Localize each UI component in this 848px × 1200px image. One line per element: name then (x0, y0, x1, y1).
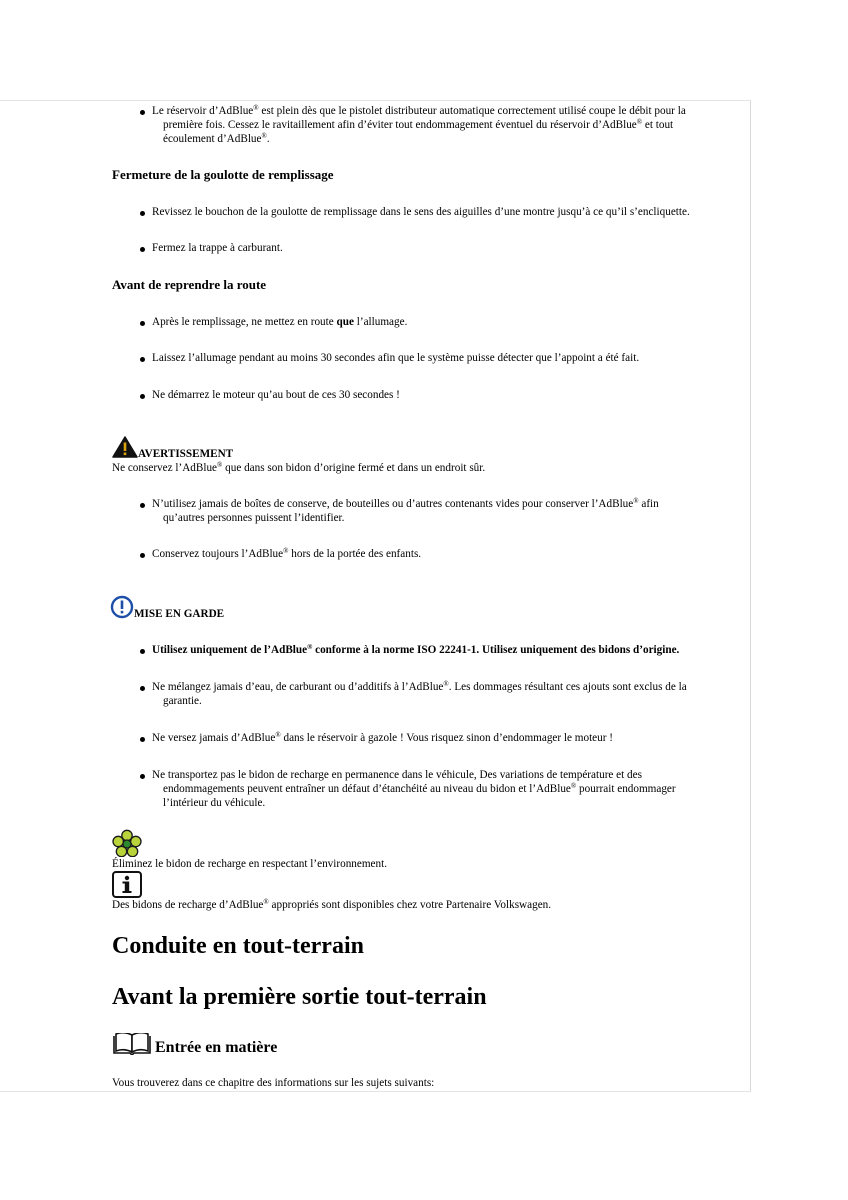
bullet (140, 321, 145, 326)
warning-icon (112, 436, 138, 458)
section-intro-text: Vous trouverez dans ce chapitre des informations sur les sujets suivants: (112, 1077, 435, 1089)
info-text: Des bidons de recharge d’AdBlue® appropriés sont disponibles chez votre Partenaire Volkswagen. (112, 898, 552, 911)
avant-route-item-3: Ne démarrez le moteur qu’au bout de ces 30 secondes ! (152, 389, 400, 401)
bullet (140, 649, 145, 654)
bullet (140, 110, 145, 115)
avant-route-item-1: Après le remplissage, ne mettez en route que l’allumage. (152, 316, 408, 328)
environment-text: Éliminez le bidon de recharge en respectant l’environnement. (112, 858, 388, 870)
mise-en-garde-item-3: Ne versez jamais d’AdBlue® dans le réservoir à gazole ! Vous risquez sinon d’endommager le moteur ! (152, 731, 613, 744)
avant-route-item-2: Laissez l’allumage pendant au moins 30 secondes afin que le système puisse détecter que l’appoint a été fait. (152, 352, 640, 364)
book-icon (112, 1033, 152, 1055)
bullet (140, 686, 145, 691)
mise-en-garde-item-4-line-3: l’intérieur du véhicule. (163, 797, 266, 809)
intro-line-2: première fois. Cessez le ravitaillement afin d’éviter tout endommagement éventuel du réservoir d’AdBlue® et tout (163, 118, 674, 131)
bullet (140, 211, 145, 216)
caution-icon (110, 595, 134, 619)
intro-line-3: écoulement d’AdBlue®. (163, 132, 270, 145)
heading-avant-route: Avant de reprendre la route (112, 277, 267, 292)
mise-en-garde-item-2-line-1: Ne mélangez jamais d’eau, de carburant ou d’additifs à l’AdBlue®. Les dommages résultant ces ajouts sont exclus de la (152, 680, 687, 693)
bullet (140, 774, 145, 779)
mise-en-garde-item-4-line-2: endommagements peuvent entraîner un défaut d’étanchéité au niveau du bidon et l’AdBlue® pourrait endommager (163, 782, 676, 795)
heading-entree-en-matiere: Entrée en matière (155, 1039, 278, 1056)
bullet (140, 357, 145, 362)
bullet (140, 247, 145, 252)
heading-avant-premiere-sortie: Avant la première sortie tout-terrain (112, 984, 487, 1010)
bullet (140, 394, 145, 399)
heading-conduite-tout-terrain: Conduite en tout-terrain (112, 933, 364, 959)
intro-line-1: Le réservoir d’AdBlue® est plein dès que le pistolet distributeur automatique correctement utilisé coupe le débit pour la (152, 104, 686, 117)
heading-fermeture: Fermeture de la goulotte de remplissage (112, 167, 334, 182)
avertissement-item-2: Conservez toujours l’AdBlue® hors de la portée des enfants. (152, 547, 422, 560)
environment-flower-icon (112, 829, 142, 857)
bullet (140, 503, 145, 508)
mise-en-garde-title: MISE EN GARDE (134, 608, 225, 620)
mise-en-garde-item-1: Utilisez uniquement de l’AdBlue® conforme à la norme ISO 22241-1. Utilisez uniquement des bidons d’origine. (152, 643, 680, 656)
avertissement-item-1-line-2: qu’autres personnes puissent l’identifier. (163, 512, 345, 524)
mise-en-garde-item-2-line-2: garantie. (163, 695, 202, 707)
fermeture-item-1: Revissez le bouchon de la goulotte de remplissage dans le sens des aiguilles d’une montre jusqu’à ce qu’il s’encliquette. (152, 206, 690, 218)
bullet (140, 737, 145, 742)
avertissement-text: Ne conservez l’AdBlue® que dans son bidon d’origine fermé et dans un endroit sûr. (112, 461, 486, 474)
avertissement-title: AVERTISSEMENT (138, 448, 234, 460)
avertissement-item-1-line-1: N’utilisez jamais de boîtes de conserve, de bouteilles ou d’autres contenants vides pour conserver l’AdBlue® afin (152, 497, 659, 510)
bullet (140, 553, 145, 558)
mise-en-garde-item-4-line-1: Ne transportez pas le bidon de recharge en permanence dans le véhicule, Des variations de température et des (152, 769, 642, 781)
fermeture-item-2: Fermez la trappe à carburant. (152, 242, 283, 254)
info-icon (112, 871, 142, 898)
